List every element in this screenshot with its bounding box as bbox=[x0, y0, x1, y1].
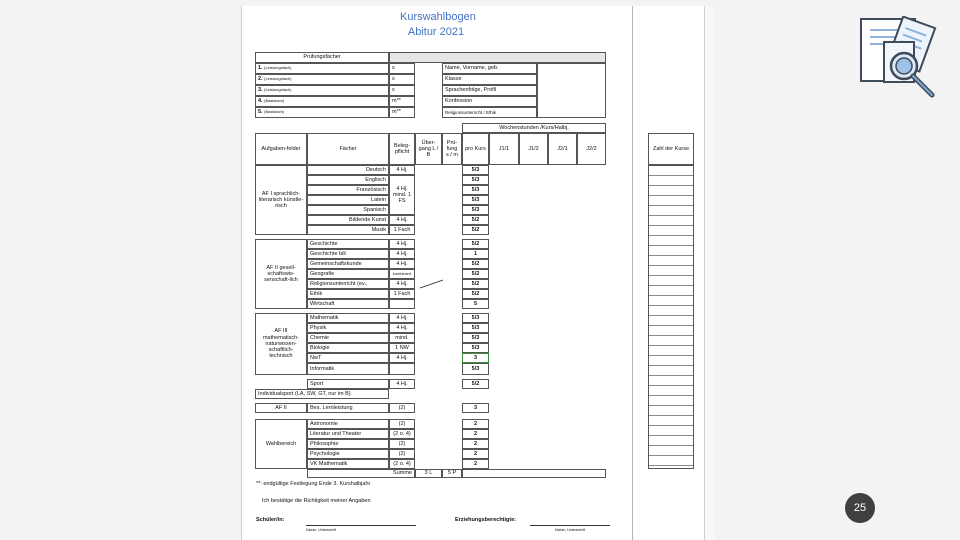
af3-fach-chemie: Chemie bbox=[307, 333, 389, 343]
af2-fach-ethik: Ethik bbox=[307, 289, 389, 299]
wahl-fach-psychologie: Psychologie bbox=[307, 449, 389, 459]
j12-header: J1/2 bbox=[519, 133, 548, 165]
wahl-pro-3: 2 bbox=[462, 439, 489, 449]
af1-fach-spanisch: Spanisch bbox=[307, 205, 389, 215]
af3-fach-informatik: Informatik bbox=[307, 363, 389, 375]
personal-entry-area bbox=[537, 63, 606, 118]
title-line-2: Abitur 2021 bbox=[407, 26, 465, 38]
document-title bbox=[400, 10, 476, 40]
pruefung-row-5: 5. (Basisfach) bbox=[255, 107, 389, 118]
personal-konfession: Konfession bbox=[442, 96, 537, 107]
scroll-strip bbox=[705, 6, 715, 540]
sport-pro: 5/2 bbox=[462, 379, 489, 389]
pruefung-s-2: s bbox=[389, 74, 415, 85]
af2-pro-2: 1 bbox=[462, 249, 489, 259]
personal-name: Name, Vorname, geb. bbox=[442, 63, 537, 74]
wahl-fach-vk-mathe: VK Mathematik bbox=[307, 459, 389, 469]
af3-beleg-3: mind. bbox=[389, 333, 415, 343]
wahl-fach-literatur: Literatur und Theater bbox=[307, 429, 389, 439]
wahl-beleg-1: (2) bbox=[389, 419, 415, 429]
aufgaben-header: Aufgaben-felder bbox=[255, 133, 307, 165]
wahl-pro-1: 2 bbox=[462, 419, 489, 429]
af1-beleg-kunst: 4 Hj. bbox=[389, 215, 415, 225]
af2-pro-1: 5/2 bbox=[462, 239, 489, 249]
af3-label: AF III mathematisch-naturwissen-schaftlich-technisch bbox=[255, 313, 307, 375]
erz-date-label: Datum, Unterschrift bbox=[555, 528, 586, 532]
wahl-fach-astronomie: Astronomie bbox=[307, 419, 389, 429]
af2-pro-6: 5/2 bbox=[462, 289, 489, 299]
wahl-label: Wahlbereich bbox=[255, 419, 307, 469]
summe-label: Summe bbox=[307, 469, 415, 478]
sport-fach: Sport bbox=[307, 379, 389, 389]
bll-fach: Bes. Lernleistung bbox=[307, 403, 389, 413]
af1-pro-spanisch: 5/3 bbox=[462, 205, 489, 215]
combination-arrow bbox=[419, 279, 445, 289]
pruefung-s-5: m** bbox=[389, 107, 415, 118]
af2-fach-geschichte: Geschichte bbox=[307, 239, 389, 249]
af3-pro-3: 5/3 bbox=[462, 333, 489, 343]
j21-header: J2/1 bbox=[548, 133, 577, 165]
af3-beleg-1: 4 Hj. bbox=[389, 313, 415, 323]
wahl-pro-5: 2 bbox=[462, 459, 489, 469]
pruefung-s-4: m** bbox=[389, 96, 415, 107]
af2-pro-5: 5/2 bbox=[462, 279, 489, 289]
af1-beleg-deutsch: 4 Hj. bbox=[389, 165, 415, 175]
footer-note: **: endgültige Festlegung Ende 3. Kurshalbjahr bbox=[256, 481, 371, 487]
af1-fach-englisch: Englisch bbox=[307, 175, 389, 185]
af3-beleg-4: 1 NW bbox=[389, 343, 415, 353]
slide-number: 25 bbox=[845, 493, 875, 523]
schueler-sign-line bbox=[306, 525, 416, 526]
af1-beleg-musik: 1 Fach bbox=[389, 225, 415, 235]
af2-beleg-1: 4 Hj. bbox=[389, 239, 415, 249]
schueler-label: Schüler/in: bbox=[256, 517, 285, 523]
af2-fach-wirtschaft: Wirtschaft bbox=[307, 299, 389, 309]
pruefung-header: Prüfungsfächer bbox=[255, 52, 389, 63]
af2-beleg-5: 4 Hj. bbox=[389, 279, 415, 289]
af2-fach-religion: Religionsunterricht (ev., bbox=[307, 279, 389, 289]
af1-pro-latein: 5/3 bbox=[462, 195, 489, 205]
af3-fach-physik: Physik bbox=[307, 323, 389, 333]
af1-pro-musik: 5/2 bbox=[462, 225, 489, 235]
af3-beleg-6 bbox=[389, 363, 415, 375]
schueler-date-label: Datum, Unterschrift bbox=[306, 528, 337, 532]
af2-pro-7: 5 bbox=[462, 299, 489, 309]
af1-pro-kunst: 5/2 bbox=[462, 215, 489, 225]
af2-beleg-4: kombiniert bbox=[389, 269, 415, 279]
pruefung-s-3: s bbox=[389, 85, 415, 96]
footer-confirm: Ich bestätige die Richtigkeit meiner Angaben bbox=[262, 498, 371, 504]
af3-fach-nwt: NwT bbox=[307, 353, 389, 363]
pruefung-row-2: 2. (Leistungsfach) bbox=[255, 74, 389, 85]
af2-fach-geschichte-bili: Geschichte bili bbox=[307, 249, 389, 259]
af1-pro-franzoesisch: 5/3 bbox=[462, 185, 489, 195]
zahl-kurse-grid bbox=[648, 165, 694, 469]
pruefung-s-1: s bbox=[389, 63, 415, 74]
wahl-beleg-4: (2) bbox=[389, 449, 415, 459]
wahl-beleg-5: (2 o. 4) bbox=[389, 459, 415, 469]
personal-sprachenfolge: Sprachenfolge, Profil bbox=[442, 85, 537, 96]
bll-pro: 3 bbox=[462, 403, 489, 413]
af1-beleg-sprachen: 4 Hj. mind. 1 FS bbox=[389, 175, 415, 215]
pruefung-header-shade bbox=[389, 52, 606, 63]
beleg-header: Beleg-pflicht bbox=[389, 133, 415, 165]
personal-religion: Religionsunterricht / Ethik bbox=[442, 107, 537, 118]
wahl-pro-2: 2 bbox=[462, 429, 489, 439]
sport-beleg: 4 Hj. bbox=[389, 379, 415, 389]
j11-header: J1/1 bbox=[489, 133, 519, 165]
erz-label: Erziehungsberechtigte: bbox=[455, 517, 517, 523]
af2-beleg-2: 4 Hj. bbox=[389, 249, 415, 259]
bll-beleg: (2) bbox=[389, 403, 415, 413]
af2-pro-3: 5/2 bbox=[462, 259, 489, 269]
af1-fach-latein: Latein bbox=[307, 195, 389, 205]
j22-header: J2/2 bbox=[577, 133, 606, 165]
af3-pro-6: 5/3 bbox=[462, 363, 489, 375]
summe-p: 5 P bbox=[442, 469, 462, 478]
erz-sign-line bbox=[530, 525, 610, 526]
wahl-beleg-3: (2) bbox=[389, 439, 415, 449]
af2-beleg-7 bbox=[389, 299, 415, 309]
individualsport: Individualsport (LA, SW, GT, nur im B) bbox=[255, 389, 389, 399]
af2-beleg-3: 4 Hj. bbox=[389, 259, 415, 269]
faecher-header: Fächer bbox=[307, 133, 389, 165]
af2-beleg-6: 1 Fach bbox=[389, 289, 415, 299]
af3-fach-mathe: Mathematik bbox=[307, 313, 389, 323]
af3-pro-4: 5/3 bbox=[462, 343, 489, 353]
af1-fach-franzoesisch: Französisch bbox=[307, 185, 389, 195]
af3-pro-5: 3 bbox=[462, 353, 489, 363]
personal-klasse: Klasse bbox=[442, 74, 537, 85]
wahl-beleg-2: (2 o. 4) bbox=[389, 429, 415, 439]
af3-pro-2: 5/3 bbox=[462, 323, 489, 333]
pruefung-sm-header: Prü-fung s / m bbox=[442, 133, 462, 165]
af1-pro-englisch: 5/3 bbox=[462, 175, 489, 185]
af1-label: AF I sprachlich-literarisch künstle-risch bbox=[255, 165, 307, 235]
summe-rest bbox=[462, 469, 606, 478]
af1-fach-deutsch: Deutsch bbox=[307, 165, 389, 175]
wochen-header: Wochenstunden /Kurs/Halbj. bbox=[462, 123, 606, 133]
af1-pro-deutsch: 5/3 bbox=[462, 165, 489, 175]
af3-beleg-5: 4 Hj. bbox=[389, 353, 415, 363]
pruefung-row-1: 1. (Leistungsfach) bbox=[255, 63, 389, 74]
pro-kurs-header: pro Kurs bbox=[462, 133, 489, 165]
wahl-pro-4: 2 bbox=[462, 449, 489, 459]
af2-pro-4: 5/2 bbox=[462, 269, 489, 279]
document-search-icon bbox=[858, 16, 944, 102]
title-line-1: Kurswahlbogen bbox=[400, 11, 476, 23]
af3-pro-1: 5/3 bbox=[462, 313, 489, 323]
summe-l: 3 L bbox=[415, 469, 442, 478]
pruefung-row-3: 3. (Leistungsfach) bbox=[255, 85, 389, 96]
uebergang-header: Über-gang L / B bbox=[415, 133, 442, 165]
af2-fach-gk: Gemeinschaftskunde bbox=[307, 259, 389, 269]
af1-fach-musik: Musik bbox=[307, 225, 389, 235]
bll-af: AF II bbox=[255, 403, 307, 413]
af3-fach-biologie: Biologie bbox=[307, 343, 389, 353]
zahl-kurse-header: Zahl der Kurse bbox=[648, 133, 694, 165]
af2-label: AF II gesell-schaftswis-senschaft-lich bbox=[255, 239, 307, 309]
wahl-fach-philosophie: Philosophie bbox=[307, 439, 389, 449]
af1-fach-kunst: Bildende Kunst bbox=[307, 215, 389, 225]
af2-fach-geografie: Geografie bbox=[307, 269, 389, 279]
af3-beleg-2: 4 Hj. bbox=[389, 323, 415, 333]
page-break-line bbox=[632, 6, 633, 540]
pruefung-row-4: 4. (Basisfach) bbox=[255, 96, 389, 107]
